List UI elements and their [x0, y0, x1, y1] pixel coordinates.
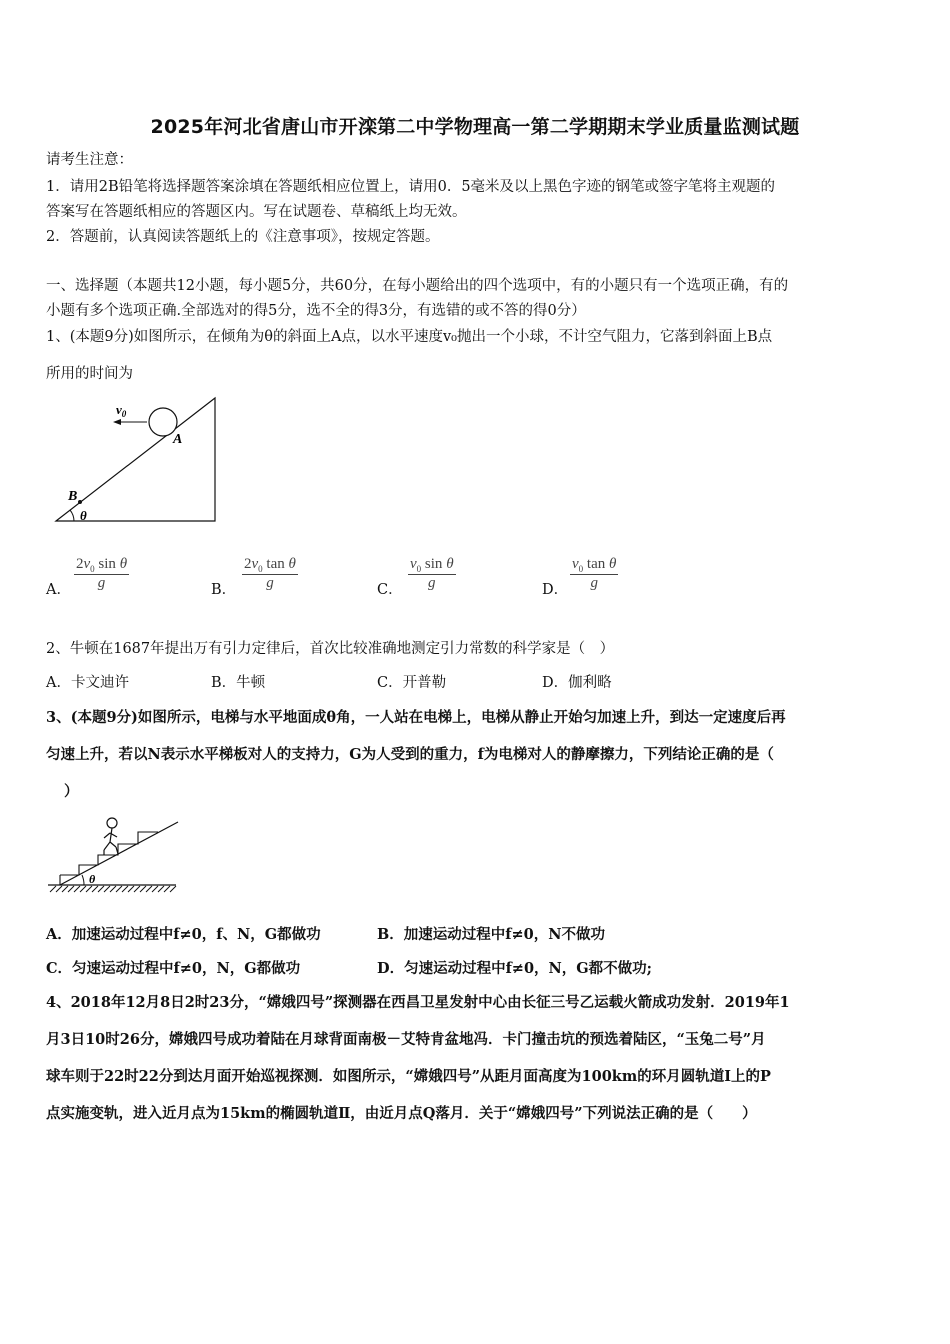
escalator-theta-label: θ — [89, 872, 96, 886]
theta-label: θ — [80, 508, 87, 523]
point-b-label: B — [68, 489, 78, 504]
q1-option-c-label[interactable]: C． — [377, 582, 403, 598]
page-title: 2025年河北省唐山市开滦第二中学物理高一第二学期期末学业质量监测试题 — [150, 116, 800, 138]
person-icon — [104, 818, 118, 855]
q1-option-d-formula[interactable]: $\frac{v_0 \tan \theta}{g}$ — [572, 556, 617, 591]
q3-option-b[interactable]: B．加速运动过程中f≠0，N不做功 — [377, 926, 605, 943]
q1-option-b-label[interactable]: B． — [211, 582, 237, 598]
q4-stem-line-3: 球车则于22时22分到达月面开始巡视探测．如图所示，“嫦娥四号”从距月面高度为100km的环月圆轨道Ⅰ上的P — [46, 1068, 771, 1085]
q1-option-c-formula[interactable]: $\frac{v_0 \sin \theta}{g}$ — [410, 556, 454, 591]
q2-option-a[interactable]: A．卡文迪许 — [46, 675, 129, 691]
v0-label: $v_0$ — [116, 402, 127, 419]
q2-stem: 2、牛顿在1687年提出万有引力定律后，首次比较准确地测定引力常数的科学家是（ ） — [46, 641, 615, 657]
velocity-arrow-head — [113, 419, 121, 425]
section-heading-line-1: 一、选择题（本题共12小题，每小题5分，共60分，在每小题给出的四个选项中，有的小题只有一个选项正确，有的 — [46, 278, 789, 294]
q3-stem-line-3: ） — [64, 783, 79, 800]
q1-stem-line-2: 所用的时间为 — [46, 366, 133, 382]
notice-item-1-line-1: 1．请用2B铅笔将选择题答案涂填在答题纸相应位置上，请用0．5毫米及以上黑色字迹的钢笔或签字笔将主观题的 — [46, 179, 776, 195]
q3-stem-line-2: 匀速上升，若以N表示水平梯板对人的支持力，G为人受到的重力，f为电梯对人的静摩擦力，下列结论正确的是（ — [46, 746, 774, 763]
notice-item-2: 2．答题前，认真阅读答题纸上的《注意事项》，按规定答题。 — [46, 229, 440, 245]
notice-item-1-line-2: 答案写在答题纸相应的答题区内。写在试题卷、草稿纸上均无效。 — [46, 204, 467, 220]
point-b-dot — [78, 500, 82, 504]
q4-stem-line-2: 月3日10时26分，嫦娥四号成功着陆在月球背面南极－艾特肯盆地冯．卡门撞击坑的预选着陆区，“玉兔二号”月 — [46, 1031, 766, 1048]
q2-option-c[interactable]: C．开普勒 — [377, 675, 447, 691]
section-heading-line-2: 小题有多个选项正确.全部选对的得5分，选不全的得3分，有选错的或不答的得0分） — [46, 303, 586, 319]
q4-stem-line-4: 点实施变轨，进入近月点为15km的椭圆轨道Ⅱ，由近月点Q落月．关于“嫦娥四号”下列说法正确的是（ ） — [46, 1105, 757, 1122]
q1-option-a-formula[interactable]: $\frac{2v_0 \sin \theta}{g}$ — [76, 556, 128, 591]
q4-stem-line-1: 4、2018年12月8日2时23分，“嫦娥四号”探测器在西昌卫星发射中心由长征三号乙运载火箭成功发射．2019年1 — [46, 994, 790, 1011]
escalator-steps — [60, 832, 158, 875]
escalator-angle-arc — [82, 875, 84, 885]
q3-stem-line-1: 3、(本题9分)如图所示，电梯与水平地面成θ角，一人站在电梯上，电梯从静止开始匀加速上升，到达一定速度后再 — [46, 709, 786, 726]
q1-stem-line-1: 1、(本题9分)如图所示，在倾角为θ的斜面上A点，以水平速度v₀抛出一个小球，不计空气阻力，它落到斜面上B点 — [46, 329, 773, 345]
q1-option-b-formula[interactable]: $\frac{2v_0 \tan \theta}{g}$ — [244, 556, 296, 591]
q1-incline-figure — [46, 392, 226, 532]
angle-arc — [70, 510, 74, 521]
q1-option-d-label[interactable]: D． — [542, 582, 569, 598]
q2-option-d[interactable]: D．伽利略 — [542, 675, 612, 691]
point-a-label: A — [173, 432, 183, 447]
q2-option-b[interactable]: B．牛顿 — [211, 675, 266, 691]
notice-heading: 请考生注意： — [46, 152, 133, 168]
q3-option-a[interactable]: A．加速运动过程中f≠0，f、N，G都做功 — [46, 926, 321, 943]
q3-option-d[interactable]: D．匀速运动过程中f≠0，N，G都不做功; — [377, 960, 653, 977]
ground-hatch — [50, 886, 176, 892]
q3-option-c[interactable]: C．匀速运动过程中f≠0，N，G都做功 — [46, 960, 301, 977]
q1-option-a-label[interactable]: A． — [46, 582, 71, 598]
q3-escalator-figure — [46, 812, 182, 894]
